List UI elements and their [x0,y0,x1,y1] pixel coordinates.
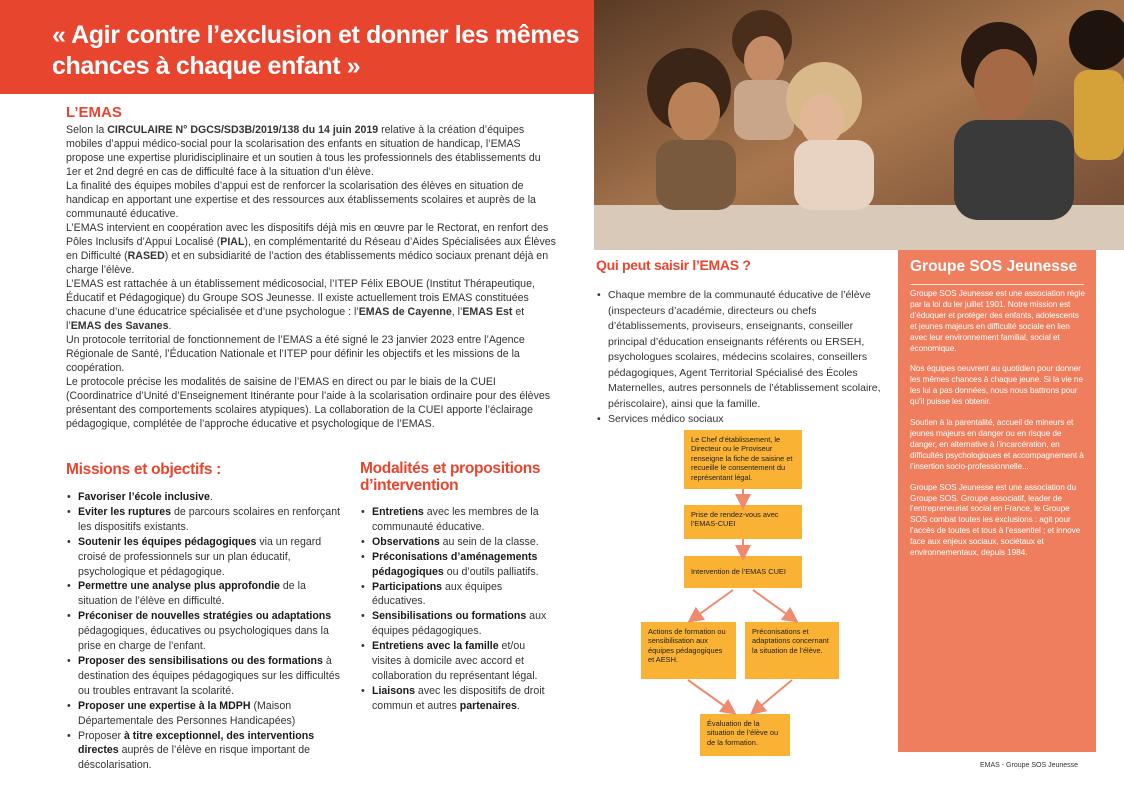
sos-paragraph: Groupe SOS Jeunesse est une association du Groupe SOS. Groupe associatif, leader de l’entrepreneuriat social en France, le Groupe SOS combat toutes les exclusions : agit pour l’accès de toutes et tous à l’essentiel ; et innove face aux enjeux sociaux, sociétaux et environnementaux, depuis 1984. [910,481,1081,558]
text-bold: Participations [372,580,443,593]
list-item [360,609,552,639]
text-bold: Préconisations d’aménagements pédagogiques [372,550,538,578]
emas-paragraph [66,277,556,333]
sos-title: Groupe SOS Jeunesse [910,258,1078,275]
text-bold: RASED [127,250,165,262]
emas-paragraph [66,123,556,179]
list-item [66,654,342,699]
flow-step-evaluation: Évaluation de la situation de l’élève ou de la formation. [700,714,790,756]
text: pédagogiques, éducatives ou psychologiques dans la prise en charge de l’enfant. [78,625,329,653]
list-item [360,639,552,684]
text-bold: EMAS Est [462,306,513,318]
text: , l’ [451,306,463,318]
qui-list [596,288,886,428]
arrow-icon [688,680,730,710]
arrow-icon [756,680,792,710]
text: avec les dispositifs de droit commun et autres [372,684,545,712]
text: . [209,491,213,503]
text: aux équipes éducatives. [372,580,503,608]
text: à destination des équipes pédagogiques sur les difficultés ou troubles entravant la scolarité. [78,654,340,697]
text: aux équipes pédagogiques. [372,610,547,638]
flow-step-intervention: Intervention de l’EMAS CUEI [684,556,802,588]
modalites-title: Modalités et propositions d’intervention [360,460,541,494]
emas-section-title: L’EMAS [66,104,122,121]
text: ) et en subsidiarité de l’action des établissements médico sociaux prenant déjà en charge l’élève. [66,250,549,276]
list-item: • Services médico sociaux [596,412,886,428]
divider [910,284,1084,285]
text-bold: Favoriser l’école inclusive [78,491,210,503]
text-bold: à titre exceptionnel, des interventions directes [78,729,315,757]
text: ), en complémentarité du Réseau d’Aides Spécialisées aux Élèves en Difficulté ( [66,236,556,262]
list-item [66,699,342,729]
text-bold: Permettre une analyse plus approfondie [78,580,280,593]
emas-paragraph: Un protocole territorial de fonctionnement de l’EMAS a été signé le 23 janvier 2023 entre l’Agence Régionale de Santé, l’Éducation Nationale et l’ITEP pour définir les objectifs et les missions de la coopération. [66,334,525,374]
arrow-icon [753,590,792,618]
text-bold: Liaisons [372,684,415,697]
children-with-teacher-illustration [594,0,1124,250]
list-item [66,609,342,654]
list-item [66,579,342,609]
emas-paragraph [66,221,556,277]
arrow-icon [694,590,733,618]
list-item [360,550,552,580]
text: . [516,699,520,712]
flow-step-rendez-vous: Prise de rendez-vous avec l’EMAS-CUEI [684,505,802,539]
text: Proposer [78,729,124,742]
sos-paragraph: Soutien à la parentalité, accueil de mineurs et jeunes majeurs en danger ou en risque de danger, en alternative à l’incarcération, en difficultés psychologiques et accompagnement à l’insertion socio-professionnelle... [910,417,1084,471]
text: de parcours scolaires en renforçant les dispositifs existants. [78,505,341,533]
flow-step-preconisations: Préconisations et adaptations concernant la situation de l’élève. [745,622,839,679]
flow-step-formation: Actions de formation ou sensibilisation aux équipes pédagogiques et AESH. [641,622,736,679]
text-bold: partenaires [459,699,517,712]
text-bold: Sensibilisations ou formations [372,610,527,623]
text: Selon la [66,124,108,136]
text: de la situation de l’élève en difficulté. [78,580,306,608]
text: L’EMAS intervient en coopération avec les dispositifs déjà mis en œuvre par le Rectorat, en renfort des Pôles Inclusifs d’Appui Localisé ( [66,222,549,248]
text-bold: EMAS des Savanes [70,320,169,332]
list-item [66,490,342,505]
text-bold: Proposer une expertise à la MDPH [78,699,251,712]
text-bold: Entretiens avec la famille [372,640,499,653]
title-banner [0,0,594,94]
list-item [66,505,342,535]
list-item [360,535,552,550]
list-item: • Chaque membre de la communauté éducative de l’élève (inspecteurs d’académie, directeurs ou chefs d’établissements, proviseurs, enseignants, conseiller principal d’éducation enseignants référents ou ERSEH, psychologues scolaires, médecins scolaires, conseillers pédagogiques, Agent Territorial Spécialisé des Écoles Maternelles, autres personnels de l’établissement scolaire, périscolaire), ainsi que la famille. [596,288,886,412]
text: ou d’outils palliatifs. [443,565,539,578]
classroom-photo [594,0,1124,250]
modalites-list [360,505,552,714]
emas-paragraph: Le protocole précise les modalités de saisine de l’EMAS en direct ou par le biais de la CUEI (Coordinatrice d’Unité d’Enseignement Itinérante pour l’aide à la scolarisation ordinaire pour des élèves présentant des comportements scolaires atypiques). La collaboration de la CUEI apporte l’éclairage pédagogique, complétée de l’approche éducative et psychologique de l’EMAS. [66,376,551,430]
list-item [360,684,552,714]
missions-title: Missions et objectifs : [66,461,222,478]
text-bold: Observations [372,535,440,548]
list-item [360,580,552,610]
list-item [360,505,552,535]
text-bold: Entretiens [372,506,424,518]
list-item [66,729,342,774]
sos-paragraph: Groupe SOS Jeunesse est une association régie par la loi du ler juillet 1901. Notre mission est d’éduquer et protéger des enfants, adolescents et jeunes majeurs en difficulté sociale en lien avec leur environnement familial, social et économique. [910,288,1085,353]
sos-text [910,288,1086,568]
sos-paragraph: Nos équipes oeuvrent au quotidien pour donner les mêmes chances à chaque jeune. Si la vie ne les lui a pas données, nous nous battrons pour qu’il puisse les obtenir. [910,363,1083,407]
text: et l’ [66,306,525,332]
text: et/ou visites à domicile avec accord et collaboration du représentant légal. [372,640,538,682]
text: (Maison Départementale des Personnes Handicapées) [78,699,296,727]
footer: EMAS - Groupe SOS Jeunesse [980,762,1079,769]
text-bold: Eviter les ruptures [78,505,172,518]
list-item [66,535,342,580]
text-bold: EMAS de Cayenne [358,306,452,318]
text: . [168,320,172,332]
circular-reference: CIRCULAIRE N° DGCS/SD3B/2019/138 du 14 juin 2019 [107,124,379,136]
text: avec les membres de la communauté éducative. [372,506,539,533]
emas-section-text [66,123,556,431]
flow-arrows [590,480,890,725]
page-title: « Agir contre l’exclusion et donner les mêmes chances à chaque enfant » [52,21,580,80]
emas-paragraph: La finalité des équipes mobiles d’appui est de renforcer la scolarisation des élèves en situation de handicap en apportant une expertise et des ressources aux établissements scolaires et auprès de la communauté éducative. [66,180,536,220]
text: auprès de l’élève en risque important de déscolarisation. [78,744,311,772]
text-bold: PIAL [220,236,245,248]
sos-panel [898,250,1096,752]
text: via un regard croisé de professionnels sur un plan éducatif, psychologique et pédagogique. [78,535,322,578]
text-bold: Soutenir les équipes pédagogiques [78,535,257,548]
text-bold: Proposer des sensibilisations ou des formations [78,654,323,667]
missions-list [66,490,342,773]
text: relative à la création d’équipes mobiles d’appui médico-social pour la scolarisation des enfants en situation de handicap, l’EMAS propose une expertise pluridisciplinaire et un soutien à tous les professionnels des établissements du 1er et 2nd degré en cas de difficulté face à la situation d’un élève. [66,124,541,178]
text-bold: Préconiser de nouvelles stratégies ou adaptations [78,610,332,623]
flow-step-saisine: Le Chef d’établissement, le Directeur ou le Proviseur renseigne la fiche de saisine et recueille le consentement du représentant légal. [684,430,802,489]
text: L’EMAS est rattachée à un établissement médicosocial, l’ITEP Félix EBOUE (Institut Thérapeutique, Éducatif et Pédagogique) du Groupe SOS Jeunesse. Il existe actuellement trois EMAS constituées chacune d’une éducatrice spécialisée et d’une psychologue : l’ [66,278,535,318]
qui-title: Qui peut saisir l’EMAS ? [596,257,751,273]
text: au sein de la classe. [439,535,539,548]
